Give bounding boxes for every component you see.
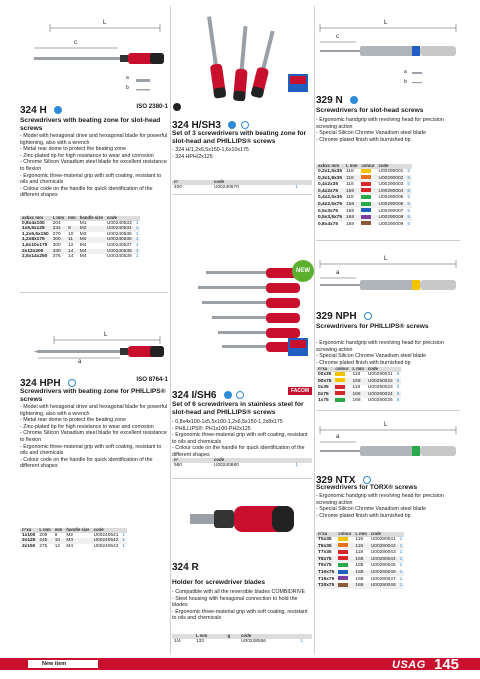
table-row: T15x75 168 U00290047 1 (318, 576, 403, 582)
phillips-tip-icon (68, 379, 76, 387)
feature-item: - Ergonomic handgrip with revolving head for precision screwing action (316, 340, 460, 353)
table-row: 00x35 118 U00290021 5 (318, 372, 400, 378)
table-row: 580 U00240680 1 (172, 463, 312, 469)
standard-label: ISO 8764-1 (136, 376, 168, 383)
feature-item: - Metal rear dome to protect the beating zone (20, 417, 168, 424)
included-items (172, 147, 312, 160)
table-row: 1,2x8x175 300 11 M4 U00240536 1 (22, 237, 139, 243)
table-row: 0,3x1,8x35 118 U00290002 5 (318, 175, 411, 181)
table-row: 00x75 158 U00290022 5 (318, 378, 400, 384)
dim-L-label: L (103, 20, 107, 26)
feature-item: - Chrome Silicon Vanadium steel blade for excellent resistance to flexion (20, 430, 168, 443)
product-code: 329 NPH (316, 311, 357, 322)
feature-item: - Compatible with all the reversible blades COMBIDRIVE (172, 589, 312, 596)
feature-list (20, 133, 168, 199)
precision-screwdriver-329n-drawing (316, 6, 460, 96)
col-header: n°xa (318, 366, 328, 371)
product-title: Screwdrivers with beating zone for slot-head screws (20, 117, 161, 132)
col-header: handle size (66, 527, 90, 532)
product-code: 329 NTX (316, 475, 356, 486)
table-row: 0x75 168 U00290024 5 (318, 391, 400, 397)
colour-swatch (361, 182, 371, 186)
col-header: n°xa (22, 527, 32, 532)
table-row: 1x100 209 8 M2 U00240541 1 (22, 532, 126, 538)
table-row: 0,4x2x35 118 U00290003 5 (318, 182, 411, 188)
table-row: T5x35 118 U00290041 1 (318, 537, 403, 543)
col-header: n°xa (318, 531, 328, 536)
feature-item: - Ergonomic three-material grip with soft coating, resistant to oils and chemicals (20, 173, 168, 186)
colour-swatch (335, 391, 345, 395)
feature-item: - Special Silicon Chrome Vanadium steel blade (316, 506, 460, 513)
col-header: handle size (79, 215, 103, 220)
feature-item: - Colour code on the handle for quick identification of the different shapes (20, 186, 168, 199)
product-table (316, 164, 412, 228)
table-row: 1/4 133 U00248556 1 (172, 639, 312, 645)
table-row: 2,5x14x250 375 14 M4 U00240539 1 (22, 254, 139, 260)
table-row: T20x75 168 U00290048 1 (318, 583, 403, 589)
col-header: code (367, 366, 378, 371)
product-title: Screwdrivers for TORX® screws (316, 484, 418, 491)
feature-item: - Model with hexagonal drive and hexagonal blade for powerful tightening, also with a wrench (20, 133, 168, 146)
screwdriver-324hph-drawing (20, 300, 168, 370)
table-row: 0,4x2x75 158 U00290004 5 (318, 188, 411, 194)
colour-swatch (361, 215, 371, 219)
col-header: L mm (39, 527, 51, 532)
col-header: code (370, 531, 381, 536)
screwdriver-set-3-photo (172, 6, 312, 112)
table-row: 2x12x200 330 14 M4 U00240538 1 (22, 248, 139, 254)
table-row: 400 U00240670 1 (172, 185, 312, 191)
phillips-tip-icon (364, 312, 372, 320)
divider (20, 292, 168, 293)
col-header: code (106, 215, 117, 220)
brand-logo: FACOM (288, 387, 312, 395)
feature-item: - Colour code on the handle for quick identification of the different shapes (20, 457, 168, 470)
column-divider (170, 6, 171, 654)
product-table (20, 216, 140, 260)
colour-swatch (338, 576, 348, 580)
col-header: code (214, 179, 225, 184)
product-title: Screwdrivers with beating zone for PHILLIPS® screws (20, 388, 166, 403)
product-title: Set of 6 screwdrivers in stainless steel for slot-head and PHILLIPS® screws (172, 401, 304, 416)
col-header: L mm (355, 531, 367, 536)
feature-item: - Chrome Silicon Vanadium steel blade for excellent resistance to flexion (20, 159, 168, 172)
slot-tip-icon (228, 121, 236, 129)
colour-swatch (361, 195, 371, 199)
table-row: 1x75 168 U00290025 5 (318, 398, 400, 404)
table-row: 0,8x4x100 204 M1 U00240533 1 (22, 220, 139, 226)
table-row: 0,5x3x75 158 U00290007 5 (318, 208, 411, 214)
col-header: mm (68, 215, 76, 220)
dim-a-label: a (126, 75, 129, 81)
feature-item: - Special Silicon Chrome Vanadium steel blade (316, 130, 460, 137)
col-header: code (214, 457, 225, 462)
included-item: - PHILLIPS®: PH1x100-PH2x125 (172, 426, 312, 433)
colour-swatch (335, 385, 345, 389)
dim-c-label: c (336, 34, 339, 40)
divider (316, 410, 460, 411)
colour-swatch (361, 208, 371, 212)
col-header: axbxc mm (22, 215, 44, 220)
table-row: T7x35 118 U00290043 1 (318, 550, 403, 556)
dim-a-label: a (336, 270, 340, 276)
product-header (316, 90, 460, 108)
colour-swatch (361, 202, 371, 206)
table-row: 0,8x4x75 168 U00290009 5 (318, 221, 411, 227)
divider (172, 194, 312, 195)
table-row: 0,4x2,5x75 158 U00290006 5 (318, 202, 411, 208)
col-header: L mm (352, 366, 364, 371)
col-header: code (93, 527, 104, 532)
dim-b-label: b (404, 79, 407, 85)
slot-tip-icon (224, 391, 232, 399)
included-item: - 0,8x4x100-1x5,5x100-1,2x6,5x150-1,2x8x175 (172, 419, 312, 426)
product-table (172, 634, 312, 644)
feature-item: - Steel housing with hexagonal connection to hold the blades (172, 596, 312, 609)
included-item: - 324 HPH/2x125 (172, 154, 312, 161)
table-row: 1x5,5x125 234 8 M2 U00240534 1 (22, 226, 139, 232)
col-header: code (241, 633, 252, 638)
column-divider (314, 6, 315, 654)
feature-item: - Metal rear dome to protect the beating zone (20, 146, 168, 153)
colour-swatch (338, 556, 348, 560)
table-row: 0,4x2,5x35 118 U00290005 5 (318, 195, 411, 201)
product-table (172, 180, 312, 190)
feature-item: - Ergonomic handgrip with revolving head for precision screwing action (316, 117, 460, 130)
colour-swatch (361, 188, 371, 192)
table-row: 0x35 118 U00290023 5 (318, 385, 400, 391)
dim-a-label: a (78, 359, 82, 365)
colour-swatch (335, 372, 345, 376)
col-header: n° (174, 457, 179, 462)
feature-item: - Chrome plated finish with burnished tip (316, 513, 460, 520)
product-title: Screwdrivers for slot-head screws (316, 107, 424, 114)
colour-swatch (338, 543, 348, 547)
feature-item: - Chrome plated finish with burnished tip (316, 137, 460, 144)
colour-swatch (361, 221, 371, 225)
included-items (172, 419, 312, 459)
table-row: T9x75 168 U00290045 1 (318, 563, 403, 569)
table-row: 0,5x3,5x75 168 U00290008 5 (318, 215, 411, 221)
table-row: 3x150 275 12 M4 U00240543 1 (22, 543, 126, 549)
product-title: Screwdrivers for PHILLIPS® screws (316, 323, 429, 330)
included-item: - 324 H/1,2x6,5x150-1,6x10x175 (172, 147, 312, 154)
table-row: 2x125 245 10 M3 U00240542 1 (22, 538, 126, 544)
product-code: 329 N (316, 95, 343, 106)
table-row: T10x75 168 U00290046 1 (318, 570, 403, 576)
product-table (20, 528, 127, 549)
product-code: 324 R (172, 562, 199, 573)
page-number: 145 (434, 656, 460, 673)
product-code: 324 H (20, 105, 47, 116)
slot-tip-icon (54, 106, 62, 114)
new-badge: NEW (292, 260, 314, 282)
col-header: L mm (346, 163, 358, 168)
product-title: Holder for screwdriver blades (172, 579, 266, 586)
product-header (316, 306, 460, 324)
colour-swatch (338, 537, 348, 541)
colour-swatch (338, 570, 348, 574)
colour-swatch (338, 583, 348, 587)
dim-L-label: L (384, 422, 388, 428)
feature-item: - Model with hexagonal drive and hexagonal blade for powerful tightening, also with a wrench (20, 404, 168, 417)
standard-label: ISO 2380-1 (136, 103, 168, 110)
colour-swatch (361, 169, 371, 173)
colour-swatch (338, 550, 348, 554)
product-table (316, 532, 404, 589)
col-header: mm (54, 527, 63, 532)
product-code: 324 I/SH6 (172, 390, 217, 401)
feature-item: - Zinc-plated tip for high resistance to wear and corrosion (20, 153, 168, 160)
screwdriver-set-6-photo (172, 198, 312, 368)
new-item-label: New item (42, 661, 67, 667)
dim-L-label: L (384, 256, 388, 262)
precision-screwdriver-329nph-drawing (316, 244, 460, 294)
product-code: 324 HPH (20, 378, 61, 389)
colour-swatch (335, 398, 345, 402)
feature-item: - Colour code on the handle for quick identification of the different shapes (172, 445, 312, 458)
colour-swatch (338, 563, 348, 567)
phillips-tip-icon (241, 121, 249, 129)
dim-L-label: L (104, 332, 108, 338)
divider (172, 478, 312, 479)
screwdriver-324h-drawing (20, 6, 168, 96)
torx-tip-icon (363, 476, 371, 484)
slot-tip-icon (350, 96, 358, 104)
table-row: 1,2x6,5x150 270 10 M3 U00240535 1 (22, 231, 139, 237)
feature-list (316, 493, 460, 519)
col-header: colour (338, 531, 352, 536)
col-header: axbxc mm (318, 163, 340, 168)
feature-list (20, 404, 168, 470)
col-header: colour (335, 366, 349, 371)
feature-list (172, 589, 312, 622)
col-header: n° (174, 179, 179, 184)
feature-list (316, 340, 460, 366)
dim-a-label: a (404, 69, 407, 75)
feature-list (316, 117, 460, 143)
dim-a-label: a (336, 434, 340, 440)
product-header (20, 100, 168, 118)
col-header: g (227, 633, 231, 638)
col-header: L mm (52, 215, 65, 220)
new-item-legend (28, 660, 98, 668)
feature-item: - Ergonomic three-material grip with soft coating, resistant to oils and chemicals (172, 609, 312, 622)
table-row: T6x35 118 U00290042 1 (318, 543, 403, 549)
feature-item: - Special Silicon Chrome Vanadium steel blade (316, 353, 460, 360)
dim-L-label: L (384, 20, 388, 26)
feature-item: - Ergonomic three-material grip with soft coating, resistant to oils and chemicals (172, 432, 312, 445)
brand-logo: USAG (392, 659, 426, 671)
table-row: 0,2x1,5x35 118 U00290001 5 (318, 169, 411, 175)
divider (316, 240, 460, 241)
product-title: Set of 3 screwdrivers with beating zone for slot-head and PHILLIPS® screws (172, 130, 307, 145)
table-row: 1,6x10x175 300 12 M4 U00240537 1 (22, 242, 139, 248)
feature-item: - Chrome plated finish with burnished tip (316, 360, 460, 367)
product-table (172, 458, 312, 468)
blade-holder-photo (172, 482, 312, 562)
colour-swatch (361, 175, 371, 179)
dim-b-label: b (126, 85, 129, 91)
feature-item: - Zinc-plated tip for high resistance to wear and corrosion (20, 424, 168, 431)
dim-c-label: c (74, 40, 77, 46)
phillips-tip-icon (236, 391, 244, 399)
col-header: code (378, 163, 389, 168)
product-code: 324 H/SH3 (172, 120, 221, 131)
feature-item: - Ergonomic three-material grip with soft coating, resistant to oils and chemicals (20, 444, 168, 457)
col-header: colour (361, 163, 375, 168)
col-header: L mm (195, 633, 208, 638)
product-table (316, 367, 401, 405)
colour-swatch (335, 378, 345, 382)
table-row: T8x75 168 U00290044 1 (318, 556, 403, 562)
feature-item: - Ergonomic handgrip with revolving head for precision screwing action (316, 493, 460, 506)
